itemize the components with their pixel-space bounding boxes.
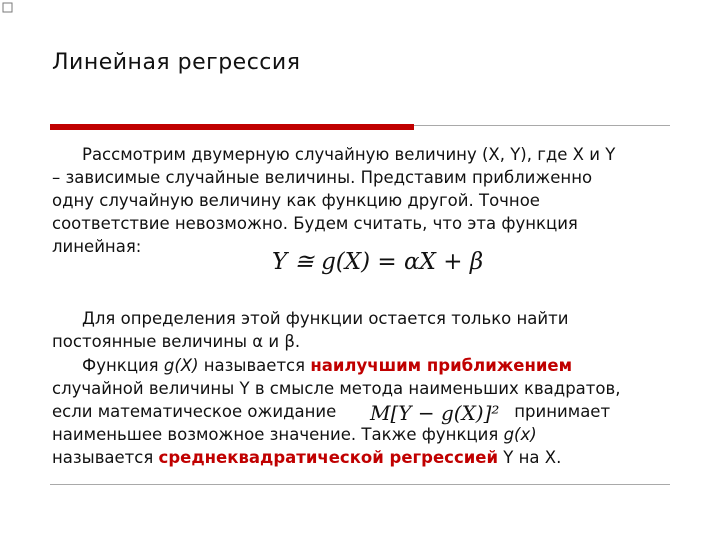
- p3-text-a: Функция: [82, 356, 164, 375]
- title-underline-accent: [50, 124, 414, 130]
- paragraph-2: [52, 307, 672, 353]
- term-best-approximation: наилучшим приближением: [310, 356, 573, 375]
- paragraph-3-line-3: [52, 400, 672, 423]
- p3-text-b: называется: [198, 356, 311, 375]
- p3-expectation-text: если математическое ожидание: [52, 402, 337, 421]
- paragraph-1-line-2: – зависимые случайные величины. Представим приближенно: [52, 168, 593, 187]
- paragraph-1-line-3: одну случайную величину как функцию другой. Точное: [52, 191, 540, 210]
- p3-y-on-x-text: Y на X.: [498, 448, 562, 467]
- title-underline-rule: [414, 125, 670, 126]
- paragraph-1-line-5: линейная:: [52, 237, 142, 256]
- term-mean-square-regression: среднеквадратической регрессией: [158, 448, 499, 467]
- paragraph-2-line-2: постоянные величины α и β.: [52, 332, 301, 351]
- bottom-rule: [50, 484, 670, 485]
- p3-takes-text: принимает: [514, 402, 611, 421]
- paragraph-3-line-4: [52, 423, 672, 446]
- slide-title: Линейная регрессия: [52, 50, 301, 75]
- regression-formula: Y ≅ g(X) = αX + β: [272, 249, 484, 275]
- paragraph-3-line-2: случайной величины Y в смысле метода наименьших квадратов,: [52, 379, 621, 398]
- expectation-formula: M[Y − g(X)]²: [370, 401, 500, 425]
- paragraph-1: [52, 143, 672, 258]
- p3-called-text: называется: [52, 448, 159, 467]
- p3-function-gX: g(X): [163, 356, 199, 375]
- p3-min-value-text: наименьшее возможное значение. Также функция: [52, 425, 504, 444]
- paragraph-3-line-1: [52, 354, 672, 377]
- paragraph-2-line-1: Для определения этой функции остается только найти: [82, 309, 569, 328]
- p3-function-gx: g(x): [503, 425, 537, 444]
- paragraph-3-line-5: [52, 446, 672, 469]
- paragraph-1-line-1: Рассмотрим двумерную случайную величину (X, Y), где X и Y: [82, 145, 616, 164]
- paragraph-3: [52, 354, 672, 469]
- paragraph-1-line-4: соответствие невозможно. Будем считать, что эта функция: [52, 214, 578, 233]
